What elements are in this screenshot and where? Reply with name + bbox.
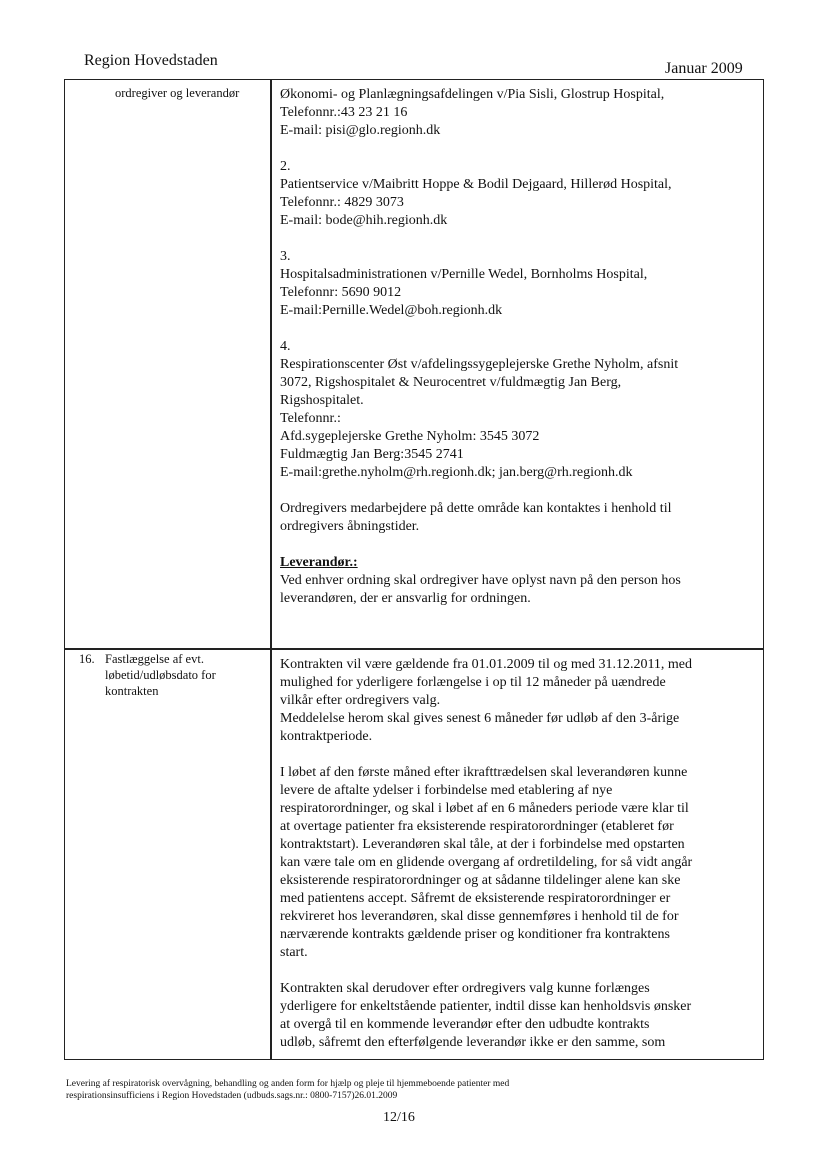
- text-line: kan være tale om en glidende overgang af ordretildeling, for så vidt angår: [280, 855, 693, 870]
- label-line: kontrakten: [105, 684, 159, 698]
- text-line: Telefonnr: 5690 9012: [280, 285, 402, 300]
- supplier-heading: Leverandør.:: [280, 555, 358, 570]
- row-divider: [65, 648, 763, 650]
- text-line: levere de aftalte ydelser i forbindelse med etablering af nye: [280, 783, 613, 798]
- text-line: leverandøren, der er ansvarlig for ordningen.: [280, 591, 531, 606]
- text-line: kontraktperiode.: [280, 729, 373, 744]
- text-line: Telefonnr.: 4829 3073: [280, 195, 404, 210]
- text-line: Rigshospitalet.: [280, 393, 364, 408]
- text-line: kontraktstart). Leverandøren skal tåle, at der i forbindelse med opstarten: [280, 837, 685, 852]
- paragraph: [280, 764, 758, 962]
- label-line: Fastlæggelse af evt.: [105, 652, 204, 666]
- text-line: Ved enhver ordning skal ordregiver have oplyst navn på den person hos: [280, 573, 681, 588]
- contract-table: [64, 79, 764, 1060]
- text-line: respiratorordninger, og skal i løbet af en 6 måneders periode være klar til: [280, 801, 689, 816]
- email-line: E-mail:Pernille.Wedel@boh.regionh.dk: [280, 303, 503, 318]
- label-line: løbetid/udløbsdato for: [105, 668, 216, 682]
- text-line: Telefonnr.:43 23 21 16: [280, 105, 408, 120]
- text-line: Ordregivers medarbejdere på dette område kan kontaktes i henhold til: [280, 501, 672, 516]
- text-line: start.: [280, 945, 308, 960]
- text-line: I løbet af den første måned efter ikrafttrædelsen skal leverandøren kunne: [280, 765, 688, 780]
- row-number: 16.: [79, 652, 95, 666]
- header-date: Januar 2009: [665, 60, 743, 77]
- email-line: E-mail: bode@hih.regionh.dk: [280, 213, 448, 228]
- header-org: Region Hovedstaden: [84, 52, 218, 69]
- email-line: E-mail: pisi@glo.regionh.dk: [280, 123, 441, 138]
- text-line: 3072, Rigshospitalet & Neurocentret v/fuldmægtig Jan Berg,: [280, 375, 622, 390]
- contact-block-4: [280, 338, 758, 482]
- text-line: Afd.sygeplejerske Grethe Nyholm: 3545 3072: [280, 429, 540, 444]
- text-line: nærværende kontrakts gældende priser og konditioner fra kontraktens: [280, 927, 670, 942]
- text-line: Meddelelse herom skal gives senest 6 måneder før udløb af den 3-årige: [280, 711, 680, 726]
- footer-text: [66, 1078, 706, 1102]
- email-line: E-mail:grethe.nyholm@rh.regionh.dk; jan.berg@rh.regionh.dk: [280, 465, 633, 480]
- contact-block-2: [280, 158, 758, 230]
- supplier-block: [280, 554, 758, 608]
- text-line: Fuldmægtig Jan Berg:3545 2741: [280, 447, 464, 462]
- paragraph: [280, 656, 758, 746]
- text-line: Hospitalsadministrationen v/Pernille Wedel, Bornholms Hospital,: [280, 267, 648, 282]
- contact-block-1: [280, 86, 758, 140]
- text-line: 3.: [280, 249, 291, 264]
- row-label-text: [105, 651, 255, 699]
- text-line: at overgå til en kommende leverandør efter den udbudte kontrakts: [280, 1017, 650, 1032]
- text-line: Patientservice v/Maibritt Hoppe & Bodil Dejgaard, Hillerød Hospital,: [280, 177, 672, 192]
- text-line: ordregivers åbningstider.: [280, 519, 420, 534]
- text-line: Respirationscenter Øst v/afdelingssygeplejerske Grethe Nyholm, afsnit: [280, 357, 679, 372]
- text-line: Kontrakten vil være gældende fra 01.01.2009 til og med 31.12.2011, med: [280, 657, 693, 672]
- text-line: yderligere for enkeltstående patienter, indtil disse kan henholdsvis ønsker: [280, 999, 692, 1014]
- text-line: Kontrakten skal derudover efter ordregivers valg kunne forlænges: [280, 981, 650, 996]
- text-line: eksisterende respiratorordninger og at sådanne tildelinger alene kan ske: [280, 873, 681, 888]
- duration-cell: [280, 656, 758, 1070]
- contacts-cell: [280, 86, 758, 626]
- column-divider: [270, 80, 272, 1059]
- text-line: 4.: [280, 339, 291, 354]
- row-label-parties: ordregiver og leverandør: [115, 86, 240, 100]
- text-line: Telefonnr.:: [280, 411, 341, 426]
- footer-line: respirationsinsufficiens i Region Hovedstaden (udbuds.sags.nr.: 0800-7157)26.01.2009: [66, 1091, 398, 1101]
- page-number: 12/16: [383, 1110, 415, 1125]
- contact-block-3: [280, 248, 758, 320]
- text-line: udløb, såfremt den efterfølgende leverandør ikke er den samme, som: [280, 1035, 666, 1050]
- paragraph: [280, 980, 758, 1052]
- text-line: Økonomi- og Planlægningsafdelingen v/Pia Sisli, Glostrup Hospital,: [280, 87, 665, 102]
- contact-note: [280, 500, 758, 536]
- text-line: med patientens accept. Såfremt de eksisterende respiratorordninger er: [280, 891, 671, 906]
- footer-line: Levering af respiratorisk overvågning, behandling og anden form for hjælp og pleje til hjemmeboende patienter med: [66, 1079, 510, 1089]
- text-line: at overtage patienter fra eksisterende respiratorordninger (etableret før: [280, 819, 674, 834]
- text-line: rekvireret hos leverandøren, skal disse gennemføres i henhold til de for: [280, 909, 679, 924]
- text-line: mulighed for yderligere forlængelse i op til 12 måneder på uændrede: [280, 675, 666, 690]
- text-line: vilkår efter ordregivers valg.: [280, 693, 441, 708]
- text-line: 2.: [280, 159, 291, 174]
